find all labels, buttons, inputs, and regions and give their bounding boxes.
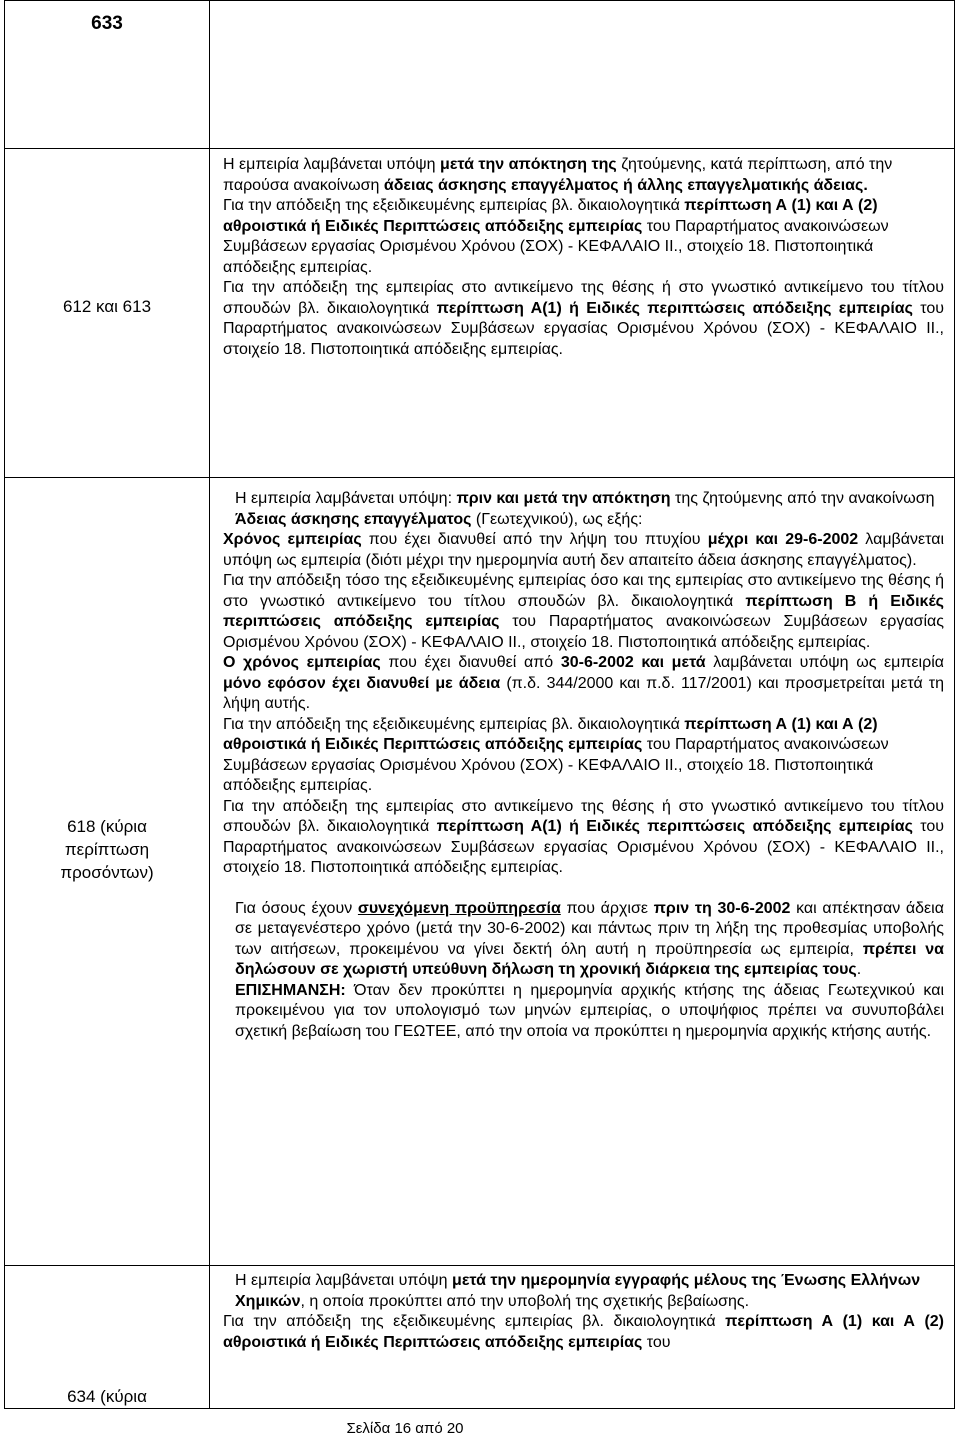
paragraph: Ο χρόνος εμπειρίας που έχει διανυθεί από 30-6-2002 και μετά λαμβάνεται υπόψη ως εμπειρία μόνο εφόσον έχει διανυθεί με άδεια (π.δ. 344/2000 και π.δ. 117/2001) και προσμετρείται μετά τη λήψη αυτής.: [223, 654, 945, 712]
page-number-label: Σελίδα 16 από 20: [346, 1420, 464, 1437]
row-label-cell: [5, 1266, 210, 1409]
paragraph: Χρόνος εμπειρίας που έχει διανυθεί από την λήψη του πτυχίου μέχρι και 29-6-2002 λαμβάνεται υπόψη ως εμπειρία (διότι μέχρι την ημερομηνία αυτή δεν απαιτείτο άδεια άσκησης επαγγέλματος).: [223, 531, 945, 569]
paragraph: Για την απόδειξη της εξειδικευμένης εμπειρίας βλ. δικαιολογητικά περίπτωση Α (1) και Α (2) αθροιστικά ή Ειδικές Περιπτώσεις απόδειξης εμπειρίας του Παραρτήματος ανακοινώσεων Συμβάσεων εργασίας Ορισμένου Χρόνου (ΣΟΧ) - ΚΕΦΑΛΑΙΟ ΙΙ., στοιχείο 18. Πιστοποιητικά απόδειξης εμπειρίας.: [223, 197, 889, 276]
page-footer: [0, 1420, 810, 1437]
row-label-cell: [5, 149, 210, 478]
table-row-header: [5, 1, 955, 149]
paragraph: Για την απόδειξη της εμπειρίας στο αντικείμενο της θέσης ή στο γνωστικό αντικείμενο του τίτλου σπουδών βλ. δικαιολογητικά περίπτωση Α(1) ή Ειδικές περιπτώσεις απόδειξης εμπειρίας του Παραρτήματος ανακοινώσεων Συμβάσεων εργασίας Ορισμένου Χρόνου (ΣΟΧ) - ΚΕΦΑΛΑΙΟ ΙΙ., στοιχείο 18. Πιστοποιητικά απόδειξης εμπειρίας.: [223, 279, 945, 358]
row-label: 612 και 613: [62, 296, 152, 316]
row-label-cell: [5, 478, 210, 1266]
paragraph: Για την απόδειξη της εξειδικευμένης εμπειρίας βλ. δικαιολογητικά περίπτωση Α (1) και Α (2) αθροιστικά ή Ειδικές Περιπτώσεις απόδειξης εμπειρίας του Παραρτήματος ανακοινώσεων Συμβάσεων εργασίας Ορισμένου Χρόνου (ΣΟΧ) - ΚΕΦΑΛΑΙΟ ΙΙ., στοιχείο 18. Πιστοποιητικά απόδειξης εμπειρίας.: [223, 715, 889, 794]
paragraph: Η εμπειρία λαμβάνεται υπόψη μετά την απόκτηση της ζητούμενης, κατά περίπτωση, από την παρούσα ανακοίνωση άδειας άσκησης επαγγέλματος ή άλλης επαγγελματικής άδειας.: [223, 156, 893, 194]
table-row-612-613: [5, 149, 955, 478]
table-row-618: [5, 478, 955, 1266]
page-code: 633: [91, 13, 123, 34]
requirements-table: [4, 0, 955, 1409]
paragraph: Για όσους έχουν συνεχόμενη προϋπηρεσία που άρχισε πριν τη 30-6-2002 και απέκτησαν άδεια σε μεταγενέστερο χρόνο (μετά την 30-6-2002) και πάντως πριν τη λήξη της προθεσμίας υποβολής των αιτήσεων, προκειμένου να γίνει δεκτή όλη αυτή η προϋπηρεσία ως εμπειρία, πρέπει να δηλώσουν σε χωριστή υπεύθυνη δήλωση τη χρονική διάρκεια της εμπειρίας τους.: [235, 899, 944, 978]
row-content-cell: [210, 149, 955, 478]
paragraph: Για την απόδειξη της εμπειρίας στο αντικείμενο της θέσης ή στο γνωστικό αντικείμενο του τίτλου σπουδών βλ. δικαιολογητικά περίπτωση Α(1) ή Ειδικές περιπτώσεις απόδειξης εμπειρίας του Παραρτήματος ανακοινώσεων Συμβάσεων εργασίας Ορισμένου Χρόνου (ΣΟΧ) - ΚΕΦΑΛΑΙΟ ΙΙ., στοιχείο 18. Πιστοποιητικά απόδειξης εμπειρίας.: [223, 797, 945, 876]
paragraph: ΕΠΙΣΗΜΑΝΣΗ: Όταν δεν προκύπτει η ημερομηνία αρχικής κτήσης της άδειας Γεωτεχνικού και προκειμένου για τον υπολογισμό των μηνών εμπειρίας, ο υποψήφιος πρέπει να συνυποβάλει σχετική βεβαίωση του ΓΕΩΤΕΕ, από την οποία να προκύπτει η ημερομηνία αρχικής κτήσης αυτής.: [235, 981, 944, 1040]
paragraph: Η εμπειρία λαμβάνεται υπόψη: πριν και μετά την απόκτηση της ζητούμενης από την ανακοίνωση Άδειας άσκησης επαγγέλματος (Γεωτεχνικού), ως εξής:: [235, 490, 935, 528]
row-content-cell: [210, 1266, 955, 1409]
row-content-cell: [210, 478, 955, 1266]
row-label: 634 (κύρια: [67, 1387, 147, 1406]
empty-header-cell: [210, 1, 955, 149]
paragraph: Για την απόδειξη τόσο της εξειδικευμένης εμπειρίας όσο και της εμπειρίας στο αντικείμενο της θέσης ή στο γνωστικό αντικείμενο του τίτλου σπουδών βλ. δικαιολογητικά περίπτωση Β ή Ειδικές περιπτώσεις απόδειξης εμπειρίας του Παραρτήματος ανακοινώσεων Συμβάσεων εργασίας Ορισμένου Χρόνου (ΣΟΧ) - ΚΕΦΑΛΑΙΟ ΙΙ., στοιχείο 18. Πιστοποιητικά απόδειξης εμπειρίας.: [223, 572, 945, 651]
paragraph: Για την απόδειξη της εξειδικευμένης εμπειρίας βλ. δικαιολογητικά περίπτωση Α (1) και Α (2) αθροιστικά ή Ειδικές Περιπτώσεις απόδειξης εμπειρίας του: [223, 1313, 945, 1351]
paragraph: Η εμπειρία λαμβάνεται υπόψη μετά την ημερομηνία εγγραφής μέλους της Ένωσης Ελλήνων Χημικών, η οποία προκύπτει από την υποβολή της σχετικής βεβαίωσης.: [235, 1272, 921, 1310]
page-code-cell: [5, 1, 210, 149]
table-row-634: [5, 1266, 955, 1409]
row-label: 618 (κύρια περίπτωση προσόντων): [60, 817, 154, 882]
